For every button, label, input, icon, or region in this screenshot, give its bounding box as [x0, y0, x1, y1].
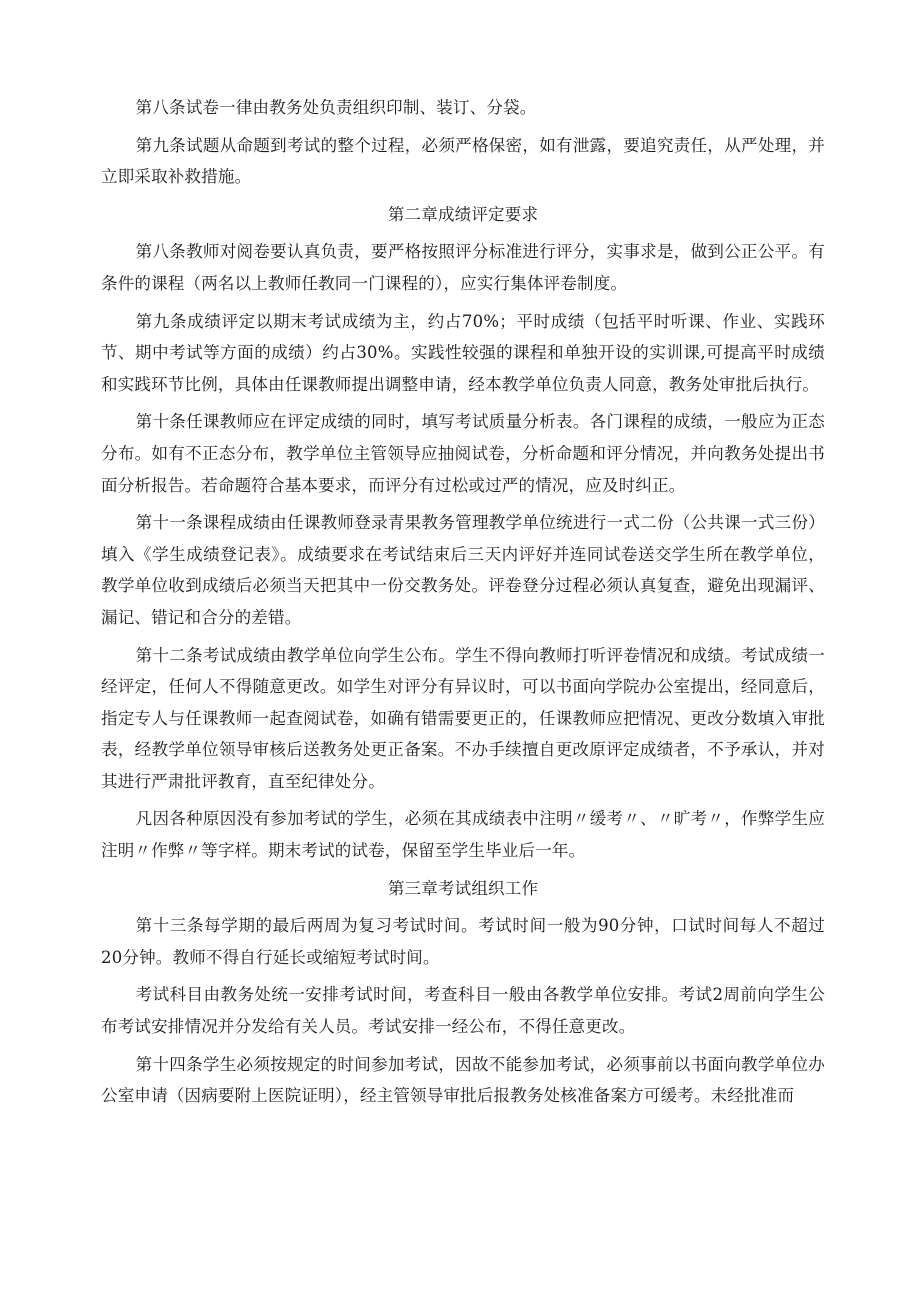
chapter-3-heading: 第三章考试组织工作: [387, 878, 539, 898]
article-9-grade-weighting: 第九条成绩评定以期末考试成绩为主，约占70%；平时成绩（包括平时听课、作业、实践环节、期中考试等方面的成绩）约占30%。实践性较强的课程和单独开设的实训课,可提高平时成绩和实践环节比例，具体由任课教师提出调整申请，经本教学单位负责人同意，教务处审批后执行。: [101, 311, 825, 394]
article-13-exam-period: 第十三条每学期的最后两周为复习考试时间。考试时间一般为90分钟，口试时间每人不超过20分钟。教师不得自行延长或缩短考试时间。: [101, 916, 825, 967]
article-8-grading: 第八条教师对阅卷要认真负责，要严格按照评分标准进行评分，实事求是，做到公正公平。有条件的课程（两名以上教师任教同一门课程的），应实行集体评卷制度。: [101, 242, 825, 293]
chapter-2-heading: 第二章成绩评定要求: [387, 204, 539, 224]
article-11-grade-recording: 第十一条课程成绩由任课教师登录青果教务管理教学单位统进行一式二份（公共课一式三份）填入《学生成绩登记表》。成绩要求在考试结束后三天内评好并连同试卷送交学生所在教学单位，教学单位收到成绩后必须当天把其中一份交教务处。评卷登分过程必须认真复查，避免出现漏评、漏记、错记和合分的差错。: [101, 513, 825, 627]
article-14-deferral: 第十四条学生必须按规定的时间参加考试，因故不能参加考试，必须事前以书面向教学单位办公室申请（因病要附上医院证明），经主管领导审批后报教务处核准备案方可缓考。未经批准而: [101, 1054, 825, 1106]
article-12-grade-publication: 第十二条考试成绩由教学单位向学生公布。学生不得向教师打听评卷情况和成绩。考试成绩一经评定，任何人不得随意更改。如学生对评分有异议时，可以书面向学院办公室提出，经同意后，指定专人与任课教师一起查阅试卷，如确有错需要更正的，任课教师应把情况、更改分数填入审批表，经教学单位领导审核后送教务处更正备案。不办手续擅自更改原评定成绩者，不予承认，并对其进行严肃批评教育，直至纪律处分。: [101, 645, 825, 791]
absence-notation-paragraph: 凡因各种原因没有参加考试的学生，必须在其成绩表中注明〃缓考〃、〃旷考〃，作弊学生应注明〃作弊〃等字样。期末考试的试卷，保留至学生毕业后一年。: [101, 809, 825, 861]
article-9-confidentiality: 第九条试题从命题到考试的整个过程，必须严格保密，如有泄露，要追究责任，从严处理，并立即采取补救措施。: [101, 135, 825, 187]
document-body: [101, 92, 825, 1118]
exam-scheduling-paragraph: 考试科目由教务处统一安排考试时间，考查科目一般由各教学单位安排。考试2周前向学生公布考试安排情况并分发给有关人员。考试安排一经公布，不得任意更改。: [101, 985, 825, 1037]
article-8-printing: 第八条试卷一律由教务处负责组织印制、装订、分袋。: [135, 98, 537, 117]
article-10-quality-analysis: 第十条任课教师应在评定成绩的同时，填写考试质量分析表。各门课程的成绩，一般应为正态分布。如有不正态分布，教学单位主管领导应抽阅试卷，分析命题和评分情况，并向教务处提出书面分析报告。若命题符合基本要求，而评分有过松或过严的情况，应及时纠正。: [101, 412, 825, 495]
